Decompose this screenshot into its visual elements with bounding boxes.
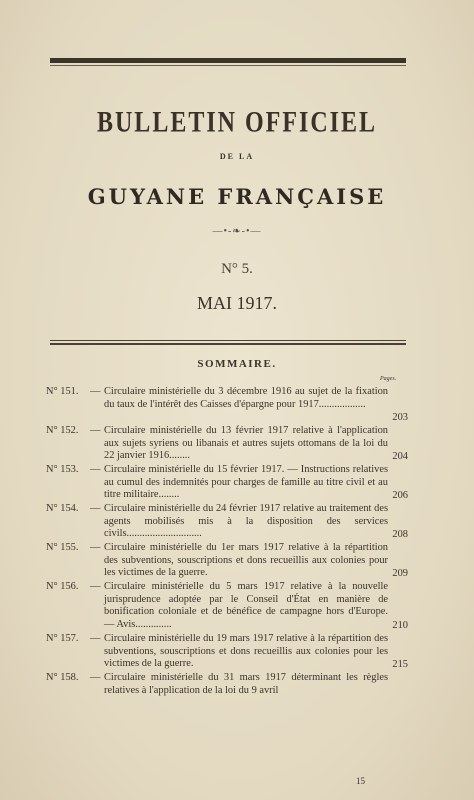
- entry-page: 210: [392, 620, 408, 632]
- top-rule-thin: [50, 65, 406, 66]
- entry-number: N° 151.: [46, 386, 79, 397]
- summary-heading: SOMMAIRE.: [197, 358, 277, 370]
- entry-dash: —: [90, 672, 101, 683]
- toc-entry: [46, 581, 408, 633]
- top-rule: [50, 58, 406, 63]
- entry-number: N° 158.: [46, 672, 79, 683]
- issue-date: MAI 1917.: [197, 293, 277, 313]
- toc-entry: [46, 425, 408, 464]
- entry-dash: —: [90, 633, 101, 644]
- pages-column-label: Pages.: [380, 376, 397, 382]
- entry-number: N° 153.: [46, 464, 79, 475]
- entry-dash: —: [90, 503, 101, 514]
- entry-text: Circulaire ministérielle du 3 décembre 1916 au sujet de la fixation du taux de l'intérêt des Caisses d'épargne pour 1917..................: [104, 386, 388, 410]
- toc-entry: [46, 464, 408, 503]
- entry-number: N° 154.: [46, 503, 79, 514]
- toc-entry: [46, 386, 408, 425]
- entry-page: 215: [392, 659, 408, 671]
- toc-entry: [46, 503, 408, 542]
- entry-text: Circulaire ministérielle du 15 février 1917. — Instructions relatives au cumul des indemnités pour charges de famille au titre civil et au titre militaire........: [104, 464, 388, 501]
- section-rule: [50, 340, 406, 341]
- section-rule-thick: [50, 343, 406, 345]
- entry-dash: —: [90, 386, 101, 397]
- entry-page: 209: [392, 568, 408, 580]
- entry-dash: —: [90, 581, 101, 592]
- table-of-contents: [46, 386, 408, 698]
- entry-text: Circulaire ministérielle du 24 février 1917 relative au traitement des agents mobilisés mis à la disposition des services civils.............................: [104, 503, 388, 540]
- bulletin-title: BULLETIN OFFICIEL: [96, 106, 378, 140]
- entry-page: 203: [392, 412, 408, 424]
- toc-entry: [46, 542, 408, 581]
- catchword: 15: [356, 776, 365, 786]
- entry-page: 208: [392, 529, 408, 541]
- issue-number: N° 5.: [221, 261, 253, 277]
- entry-text: Circulaire ministérielle du 5 mars 1917 relative à la nouvelle jurisprudence adoptée par le Conseil d'État en manière de bonification coloniale et de bénéfice de campagne hors d'Europe. — Avis..............: [104, 581, 388, 630]
- ornament-divider: —•-❧-•—: [212, 226, 262, 237]
- toc-entry: [46, 633, 408, 672]
- entry-dash: —: [90, 425, 101, 436]
- entry-number: N° 155.: [46, 542, 79, 553]
- entry-number: N° 156.: [46, 581, 79, 592]
- colony-title: GUYANE FRANÇAISE: [87, 184, 387, 209]
- entry-dash: —: [90, 542, 101, 553]
- entry-text: Circulaire ministérielle du 19 mars 1917 relative à la répartition des subventions, souscriptions et dons recueillis aux colonies pour les victimes de la guerre.: [104, 633, 388, 670]
- entry-dash: —: [90, 464, 101, 475]
- entry-number: N° 157.: [46, 633, 79, 644]
- entry-page: 206: [392, 490, 408, 502]
- entry-text: Circulaire ministérielle du 13 février 1917 relative à l'application aux sujets syriens ou libanais et autres sujets ottomans de la loi du 22 janvier 1916........: [104, 425, 388, 462]
- entry-number: N° 152.: [46, 425, 79, 436]
- title-connector: DE LA: [219, 152, 255, 161]
- entry-text: Circulaire ministérielle du 1er mars 1917 relative à la répartition des subventions, souscriptions et dons recueillis aux colonies pour les victimes de la guerre.: [104, 542, 388, 579]
- entry-page: 204: [392, 451, 408, 463]
- entry-text: Circulaire ministérielle du 31 mars 1917 déterminant les règles relatives à l'application de la loi du 9 avril: [104, 672, 388, 696]
- toc-entry: [46, 672, 408, 698]
